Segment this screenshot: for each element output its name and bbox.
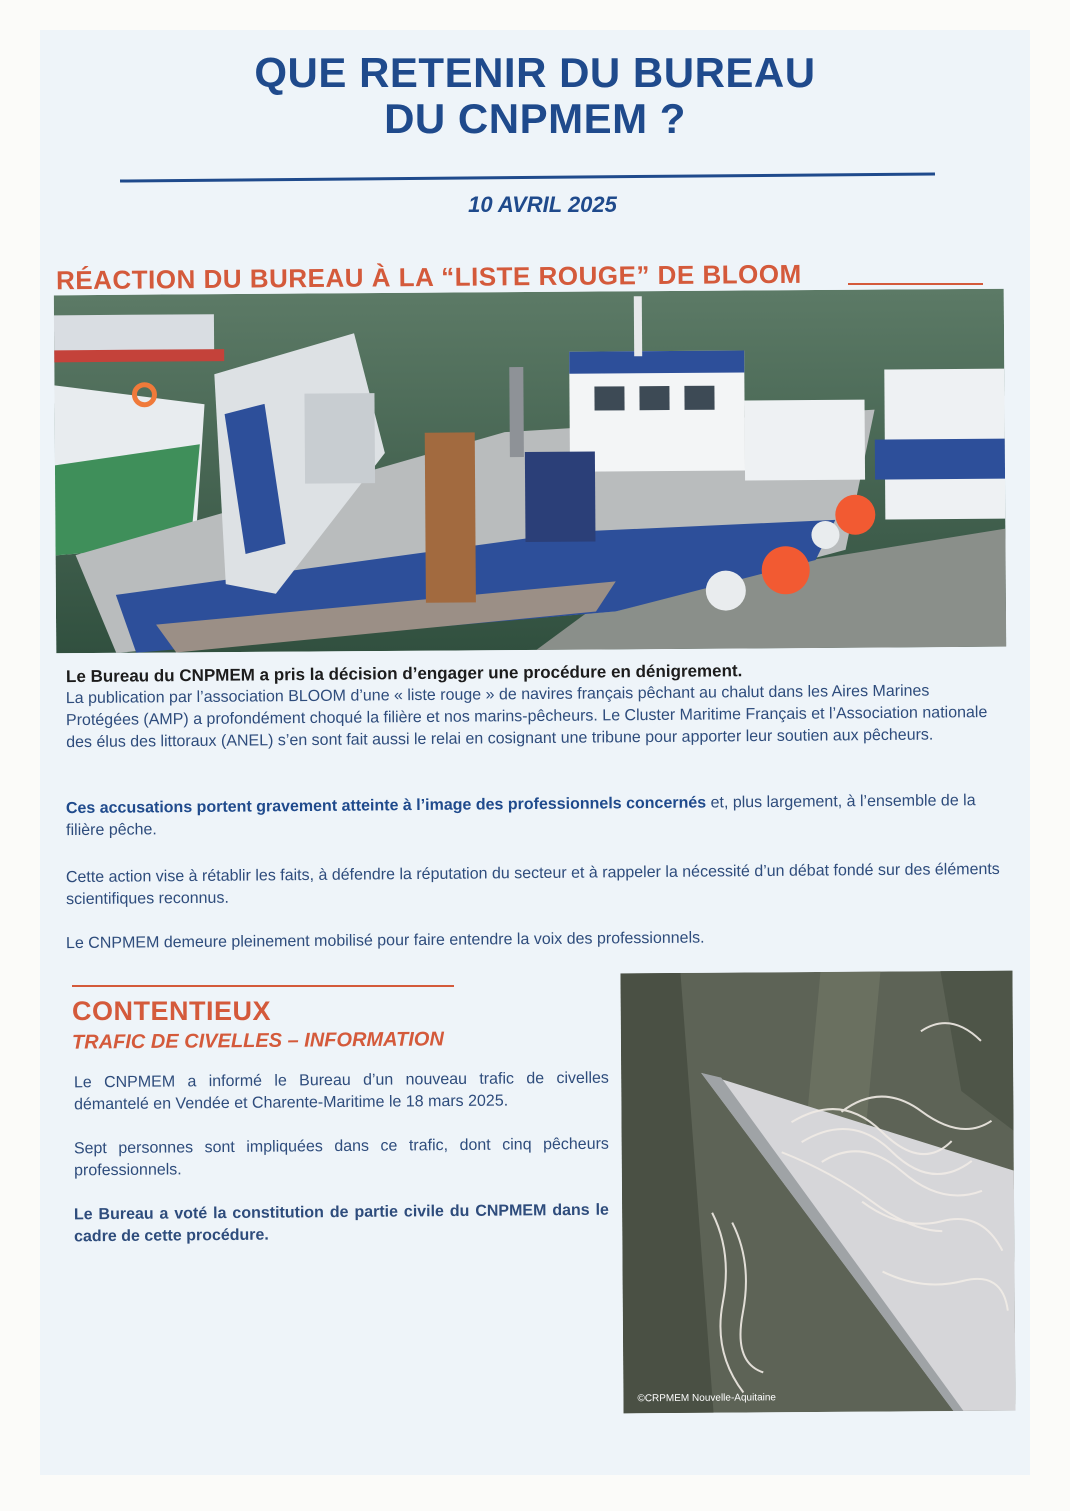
section-bloom-title: RÉACTION DU BUREAU À LA “LISTE ROUGE” DE BLOOM	[55, 258, 802, 296]
bloom-paragraph-2-rest: et, plus largement, à l’ensemble de la filière pêche.	[66, 792, 976, 840]
civelles-paragraph-1: Le CNPMEM a informé le Bureau d’un nouveau trafic de civelles démantelé en Vendée et Charente-Maritime le 18 mars 2025.	[73, 1069, 609, 1114]
bloom-paragraph-4: Le CNPMEM demeure pleinement mobilisé pour faire entendre la voix des professionnels.	[65, 929, 705, 953]
page-title-line-2: DU CNPMEM ?	[384, 95, 686, 142]
photo-credit: ©CRPMEM Nouvelle-Aquitaine	[637, 1392, 777, 1405]
trawler-photo	[54, 289, 1006, 654]
page-title	[0, 50, 1070, 142]
civelles-subtitle: TRAFIC DE CIVELLES – INFORMATION	[71, 1028, 444, 1054]
civelles-paragraph-2: Sept personnes sont impliquées dans ce trafic, dont cinq pêcheurs professionnels.	[73, 1135, 609, 1180]
civelles-paragraph-3: Le Bureau a voté la constitution de partie civile du CNPMEM dans le cadre de cette procédure.	[73, 1201, 609, 1246]
meeting-date: 10 AVRIL 2025	[468, 192, 617, 217]
bloom-paragraph-2-bold: Ces accusations portent gravement atteinte à l’image des professionnels concernés	[65, 794, 707, 818]
contentieux-rule	[72, 985, 454, 987]
bloom-paragraph-3: Cette action vise à rétablir les faits, à défendre la réputation du secteur et à rappeler la nécessité d’un débat fondé sur des éléments scientifiques reconnus.	[65, 860, 1000, 909]
bloom-lead-text: Le Bureau du CNPMEM a pris la décision d’engager une procédure en dénigrement.	[65, 661, 743, 687]
contentieux-title: CONTENTIEUX	[72, 996, 272, 1026]
bloom-paragraph-1: La publication par l’association BLOOM d’une « liste rouge » de navires français pêchant au chalut dans les Aires Marines Protégées (AMP) a profondément choqué la filière et nos marins-pêcheurs. Le Cluster Maritime Français et l’Association nationale des élus des littoraux (ANEL) s’en sont fait aussi le relai en cosignant une tribune pour apporter leur soutien aux pêcheurs.	[65, 682, 988, 752]
bloom-paragraph-2	[66, 790, 1006, 842]
civelles-photo	[620, 971, 1015, 1414]
section-bloom-rule	[848, 283, 983, 285]
page-title-line-1: QUE RETENIR DU BUREAU	[254, 49, 816, 96]
